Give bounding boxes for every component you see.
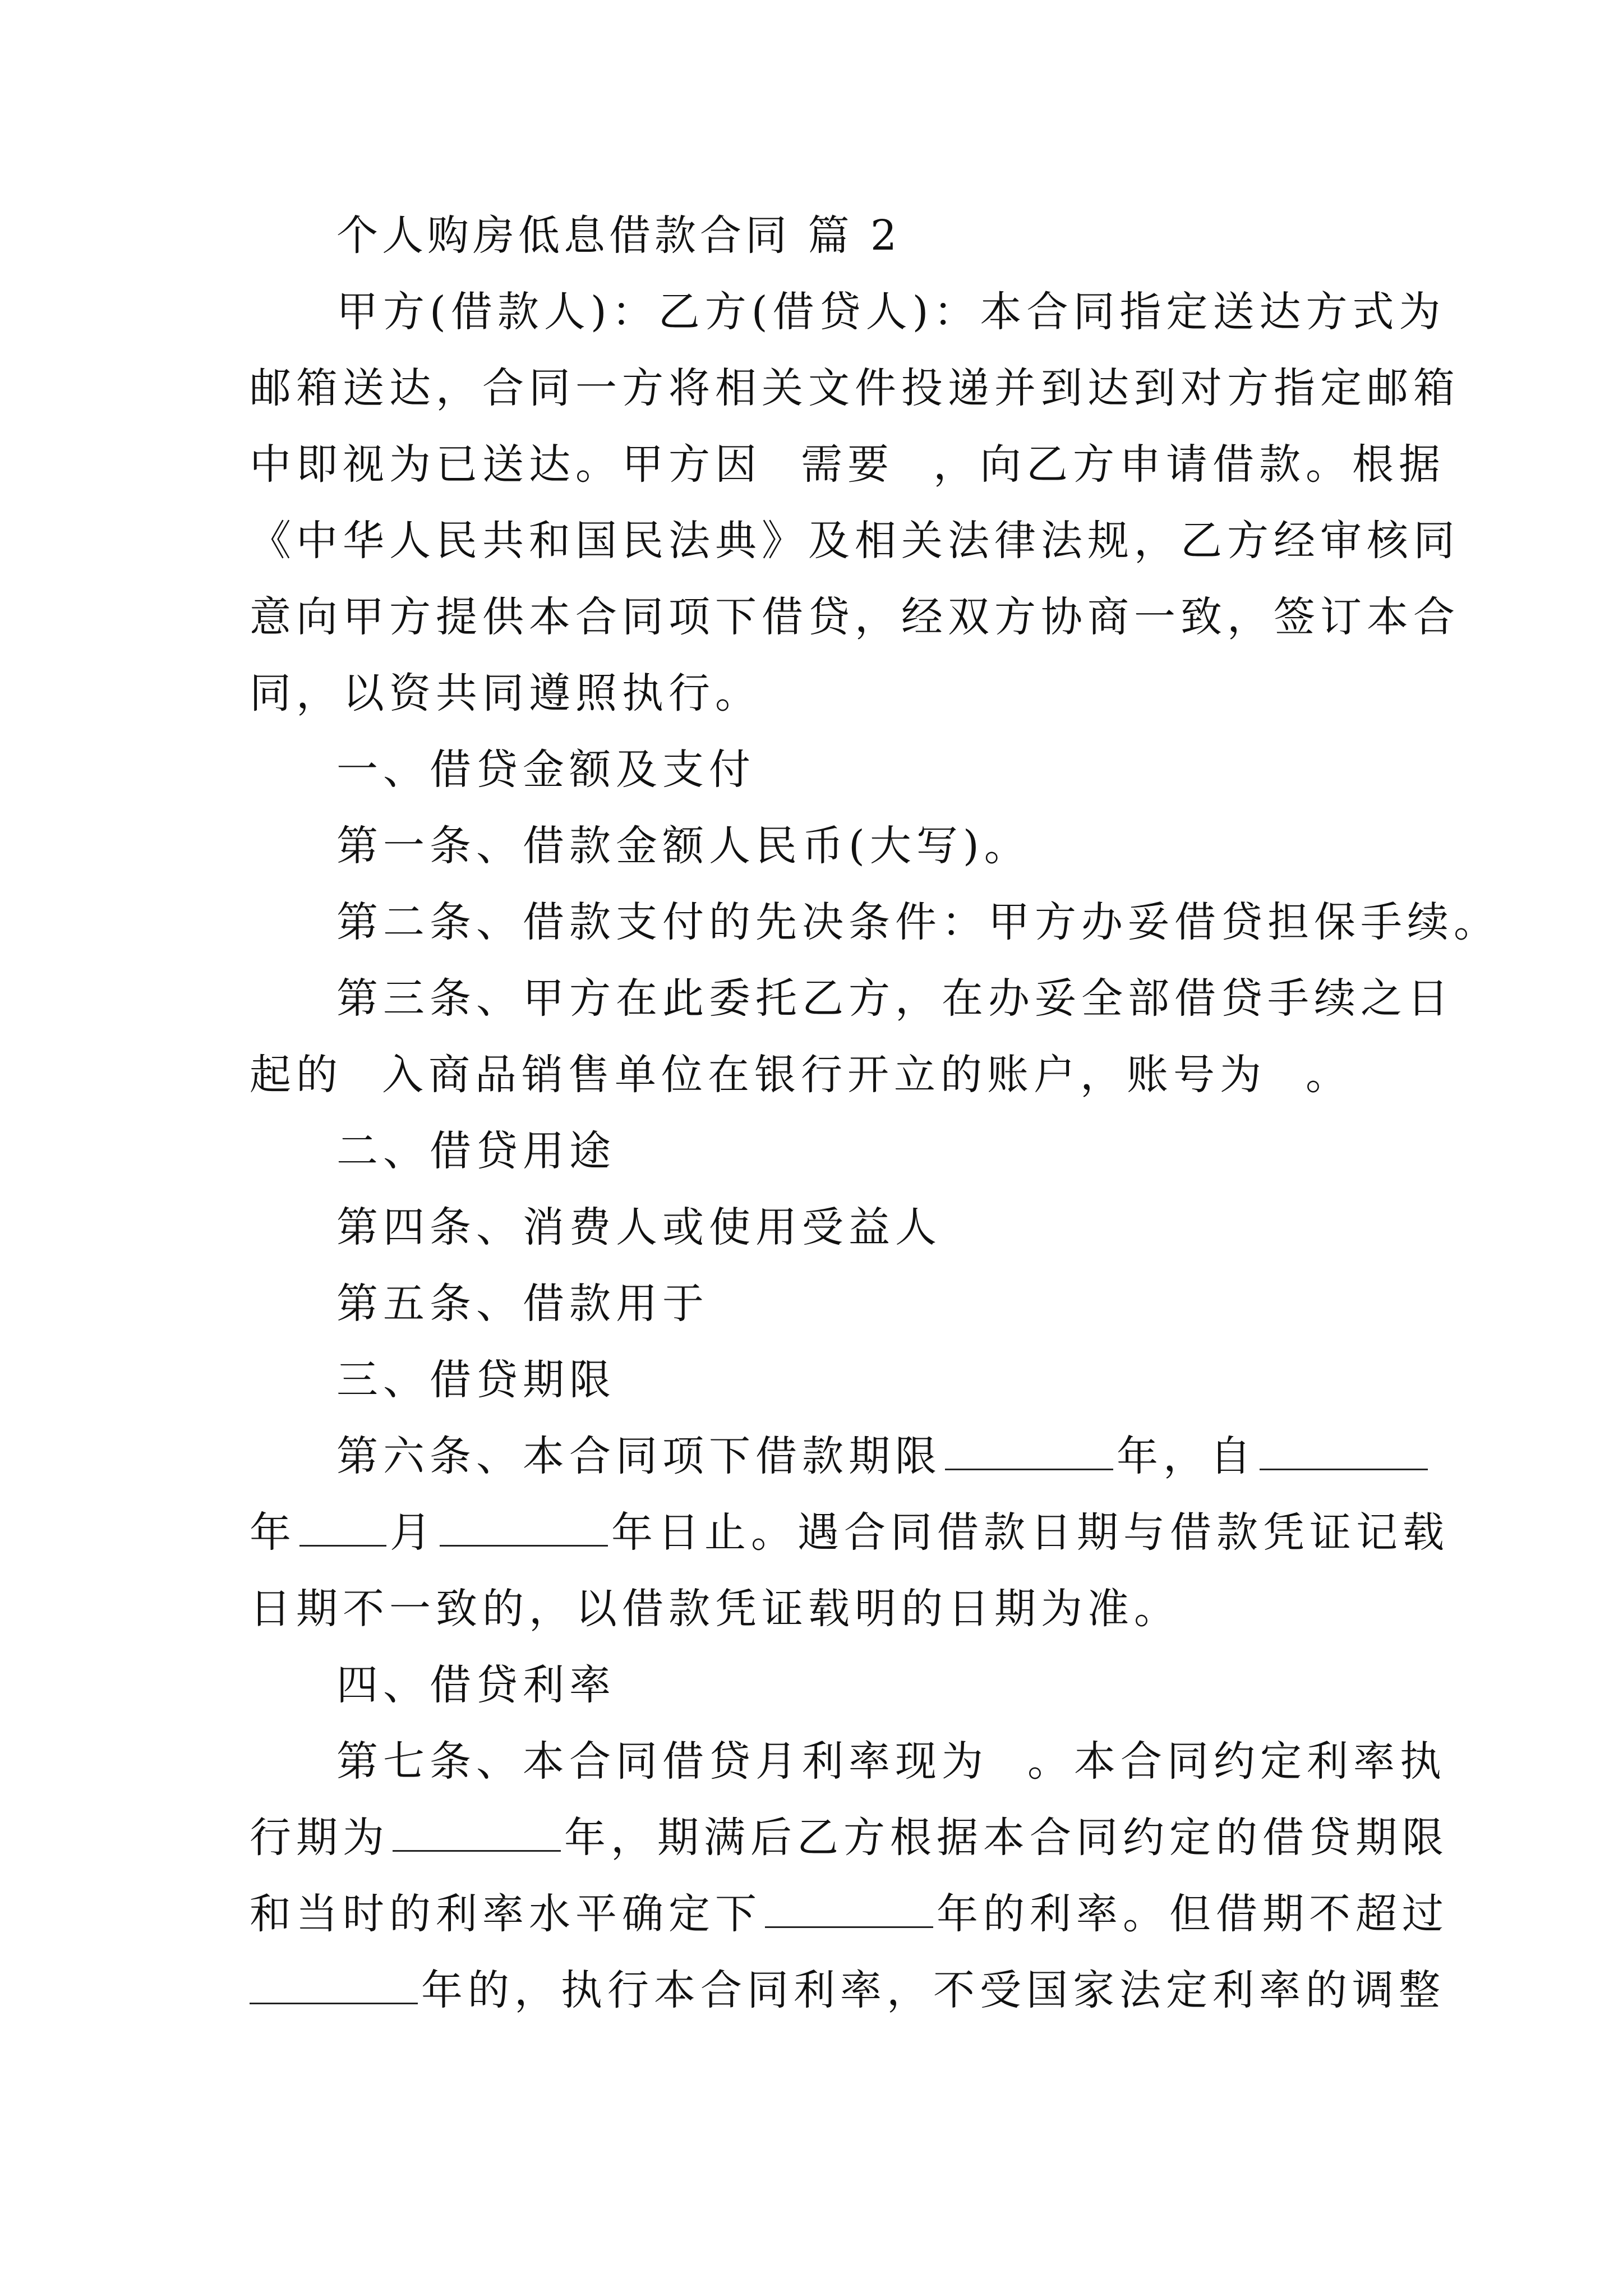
article-6-line-1-a: 第六条、本合同项下借款期限 xyxy=(336,1432,942,1480)
article-6-line-2-a: 年 xyxy=(250,1508,296,1557)
article-6-line-2 xyxy=(250,1506,1449,1559)
fill-blank-end-year xyxy=(440,1511,608,1547)
article-7-line-3-b: 年的利率。但借期不超过 xyxy=(937,1890,1449,1938)
article-3-line-2-b: 入商品销售单位在银行开立的账户，账号为 xyxy=(382,1051,1266,1099)
article-7-line-3 xyxy=(250,1887,1449,1941)
intro-line-3-c: ，向乙方申请借款。根据 xyxy=(933,440,1445,489)
article-2: 第二条、借款支付的先决条件：甲方办妥借贷担保手续。 xyxy=(336,898,1500,946)
article-3-line-2-c: 。 xyxy=(1306,1051,1352,1099)
fill-blank-next-years xyxy=(765,1893,933,1928)
fill-blank-rate-years xyxy=(393,1816,561,1852)
article-7-line-2 xyxy=(250,1811,1449,1865)
article-7-line-4-text: 年的，执行本合同利率，不受国家法定利率的调整 xyxy=(421,1966,1445,2014)
fill-blank-start-year xyxy=(1260,1435,1428,1470)
article-7-line-3-a: 和当时的利率水平确定下 xyxy=(250,1890,762,1938)
section-1-heading: 一、借贷金额及支付 xyxy=(336,746,755,794)
article-3-line-1: 第三条、甲方在此委托乙方，在办妥全部借贷手续之日 xyxy=(336,974,1454,1023)
article-7-line-1-a: 第七条、本合同借贷月利率现为 xyxy=(336,1737,988,1786)
article-3-line-2-a: 起的 xyxy=(250,1051,343,1099)
article-5: 第五条、借款用于 xyxy=(336,1280,709,1328)
article-1: 第一条、借款金额人民币(大写)。 xyxy=(336,822,1031,870)
title-suffix: 篇 2 xyxy=(808,211,901,260)
section-2-heading: 二、借贷用途 xyxy=(336,1127,616,1175)
intro-line-2: 邮箱送达，合同一方将相关文件投递并到达到对方指定邮箱 xyxy=(250,364,1460,412)
intro-line-1: 甲方(借款人)：乙方(借贷人)：本合同指定送达方式为 xyxy=(336,288,1446,336)
article-6-line-2-b: 月 xyxy=(390,1508,436,1557)
article-7-line-1-b: 。本合同约定利率执 xyxy=(1027,1737,1446,1786)
intro-line-6: 同，以资共同遵照执行。 xyxy=(250,669,762,717)
article-7-line-2-a: 行期为 xyxy=(250,1814,389,1862)
fill-blank-max-years xyxy=(250,1969,418,2004)
article-3-line-2 xyxy=(250,1048,1352,1102)
article-6-line-1 xyxy=(336,1429,1431,1483)
section-3-heading: 三、借贷期限 xyxy=(336,1356,616,1404)
intro-line-4: 《中华人民共和国民法典》及相关法律法规，乙方经审核同 xyxy=(250,517,1460,565)
intro-line-3-b: 需要 xyxy=(801,440,894,489)
intro-line-3-a: 中即视为已送达。甲方因 xyxy=(250,440,762,489)
title-text: 个人购房低息借款合同 xyxy=(336,211,791,260)
fill-blank-start-month xyxy=(299,1511,386,1547)
section-4-heading: 四、借贷利率 xyxy=(336,1661,616,1709)
article-7-line-1 xyxy=(336,1734,1446,1788)
document-title xyxy=(336,209,901,263)
intro-line-5: 意向甲方提供本合同项下借贷，经双方协商一致，签订本合 xyxy=(250,593,1460,641)
article-6-line-1-b: 年，自 xyxy=(1117,1432,1256,1480)
article-4: 第四条、消费人或使用受益人 xyxy=(336,1203,942,1251)
fill-blank-term-years xyxy=(945,1435,1113,1470)
article-7-line-2-b: 年，期满后乙方根据本合同约定的借贷期限 xyxy=(564,1814,1449,1862)
article-7-line-4 xyxy=(250,1963,1445,2017)
article-6-line-3: 日期不一致的，以借款凭证载明的日期为准。 xyxy=(250,1585,1181,1633)
intro-line-3 xyxy=(250,438,1445,491)
article-6-line-2-c: 年日止。遇合同借款日期与借款凭证记载 xyxy=(611,1508,1449,1557)
